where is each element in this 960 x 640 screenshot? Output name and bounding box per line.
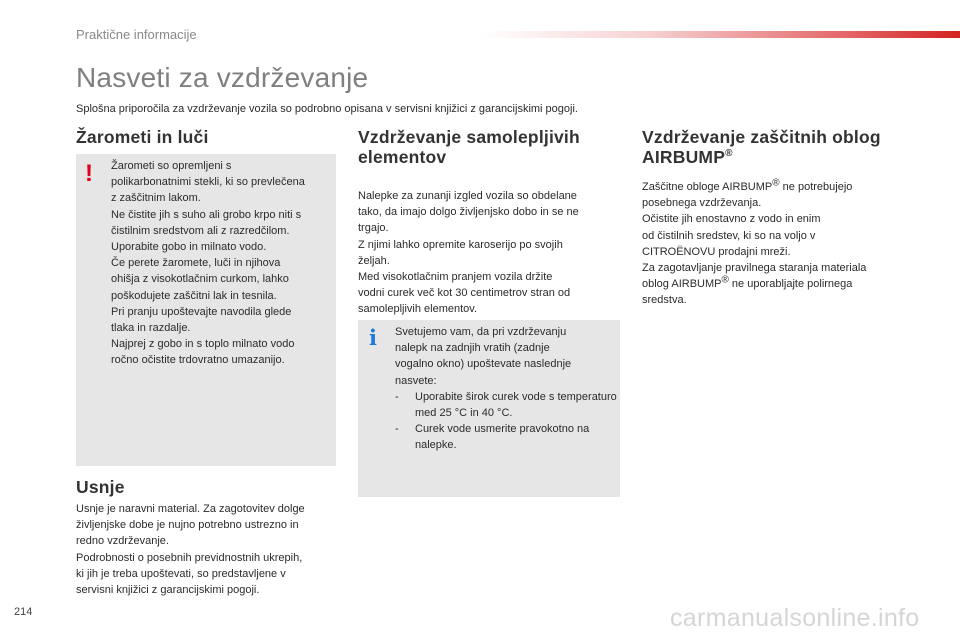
intro-text: Splošna priporočila za vzdrževanje vozila so podrobno opisana v servisni knjižici z garancijskimi pogoji. [76,103,578,115]
page-number: 214 [14,606,33,618]
warning-icon: ! [85,160,93,187]
header-accent-bar [480,31,960,38]
headlamps-warning-text: Žarometi so opremljeni s polikarbonatnimi stekli, ki so prevlečena z zaščitnim lakom. Ne čistite jih s suho ali grobo krpo niti s čistilnim sredstvom ali z razredčilom. Uporabite gobo in milnato vodo. Če perete žaromete, luči in njihova ohišja z visokotlačnim curkom, lahko poškodujete zaščitni lak in tesnila. Pri pranju upoštevajte navodila glede tlaka in razdalje. Najprej z gobo in s toplo milnato vodo ročno očistite trdovratno umazanijo. [111,160,305,367]
section-label: Praktične informacije [76,27,197,42]
airbump-heading-line1: Vzdrževanje zaščitnih oblog [642,127,881,147]
headlamps-heading: Žarometi in luči [76,127,209,147]
list-item: - Uporabite širok curek vode s temperaturo med 25 °C in 40 °C. [395,390,617,420]
stickers-heading-line2: elementov [358,147,447,167]
watermark: carmanualsonline.info [670,604,920,632]
leather-text: Usnje je naravni material. Za zagotovitev dolge življenjske dobe je nujno potrebno ustrezno in redno vzdrževanje. Podrobnosti o posebnih previdnostnih ukrepih, ki jih je treba upoštevati, so predstavljene v servisni knjižici z garancijskimi pogoji. [76,503,305,597]
list-item: - Curek vode usmerite pravokotno na nalepke. [395,423,590,452]
airbump-heading-line2: AIRBUMP® [642,147,733,167]
headlamps-warning-box [76,154,336,466]
page-title: Nasveti za vzdrževanje [76,62,369,93]
stickers-heading [358,127,623,167]
airbump-heading [642,127,932,167]
stickers-heading-line1: Vzdrževanje samolepljivih [358,127,580,147]
info-icon: i [369,325,377,350]
stickers-info-content [395,324,617,454]
airbump-text: Zaščitne obloge AIRBUMP® ne potrebujejo posebnega vzdrževanja. Očistite jih enostavno z vodo in enim od čistilnih sredstev, ki so na voljo v CITROËNOVU prodajni mreži. Za zagotavljanje pravilnega staranja materiala oblog AIRBUMP® ne uporabljajte polirnega sredstva. [642,177,867,307]
stickers-info-text: Svetujemo vam, da pri vzdrževanju nalepk na zadnjih vratih (zadnje vogalno okno) upoštevate naslednje nasvete: [395,326,572,387]
stickers-tips-list [395,389,617,454]
stickers-info-box [358,320,620,497]
leather-heading: Usnje [76,477,125,497]
stickers-text: Nalepke za zunanji izgled vozila so obdelane tako, da imajo dolgo življenjsko dobo in se ne trgajo. Z njimi lahko opremite karoserijo po svojih željah. Med visokotlačnim pranjem vozila držite vodni curek več kot 30 centimetrov stran od samolepljivih elementov. [358,190,579,316]
